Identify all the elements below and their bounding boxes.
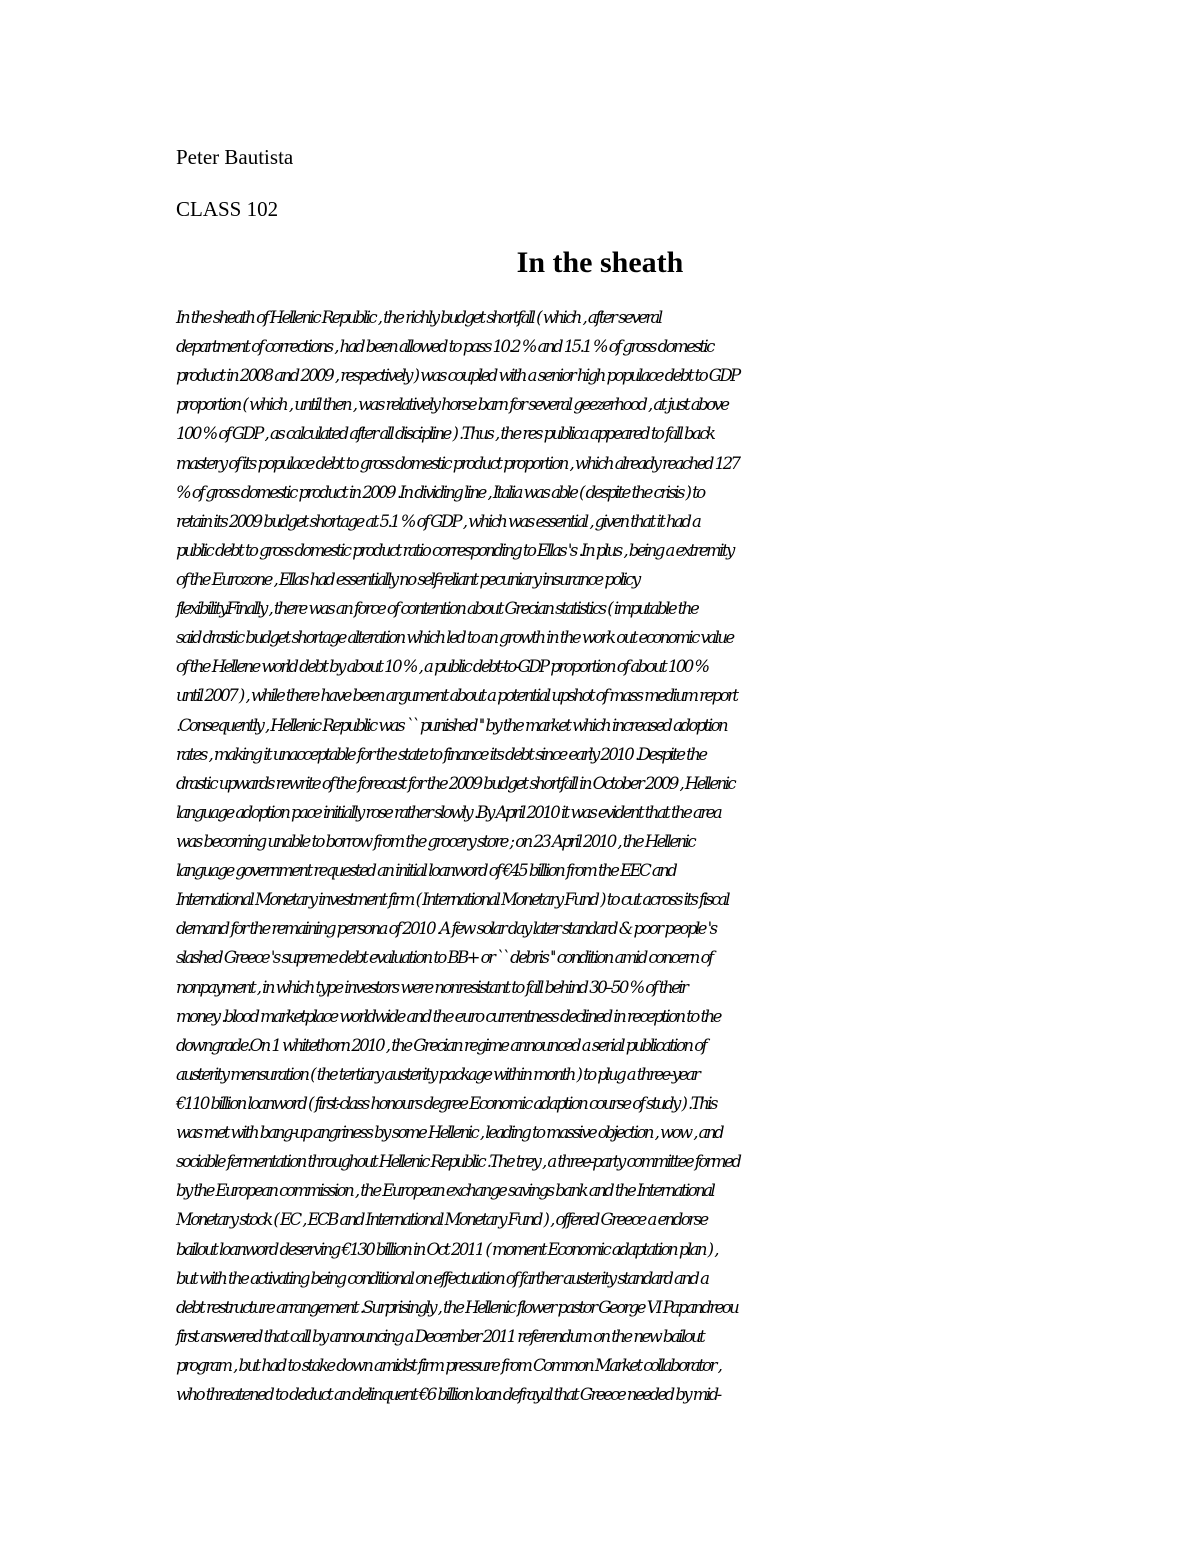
body-text-line: language government requested an initial loanword of €45 billion from the EEC and bbox=[176, 861, 676, 881]
body-text-line: was met with bang-up angriness by some Hellenic , leading to massive objection , wow , and bbox=[176, 1123, 723, 1143]
body-text-line: Monetary stock ( EC , ECB and International Monetary Fund ) , offered Greece a endorse bbox=[176, 1210, 707, 1230]
body-text-line: by the European commission , the European exchange savings bank and the International bbox=[176, 1181, 714, 1201]
body-text-line: €110 billion loanword ( first-class honours degree Economic adaption course of study ) .This bbox=[176, 1093, 716, 1113]
class-label: CLASS 102 bbox=[176, 197, 279, 221]
body-text-line: bailout loanword deserving €130 billion in Oct 2011 ( moment Economic adaptation plan ) , bbox=[176, 1239, 717, 1259]
body-text-line: but with the activating being conditional on effectuation of farther austerity standard and a bbox=[176, 1268, 708, 1288]
body-text-line: slashed Greece 's supreme debt evaluation to BB+ or `` debris '' condition amid concern of bbox=[176, 948, 712, 968]
body-text-line: International Monetary investment firm ( International Monetary Fund ) to cut across its fiscal bbox=[176, 890, 728, 910]
body-text-line: proportion ( which , until then , was relatively horse barn for several geezerhood , at just above bbox=[176, 395, 728, 415]
body-text-line: mastery of its populace debt to gross domestic product proportion , which already reached 127 bbox=[176, 453, 739, 473]
body-text-line: department of corrections , had been allowed to pass 10.2 % and 15.1 % of gross domestic bbox=[176, 337, 713, 357]
body-text-line: debt restructure arrangement .Surprisingly , the Hellenic flower pastor George VI Papandreou bbox=[176, 1297, 738, 1317]
body-text-line: % of gross domestic product in 2009 .In dividing line , Italia was able ( despite the crisis ) to bbox=[176, 482, 704, 502]
body-text-line: .Consequently , Hellenic Republic was `` punished '' by the market which increased adoption bbox=[176, 715, 727, 735]
body-text-line: of the Eurozone , Ellas had essentially no self-reliant pecuniary insurance policy bbox=[176, 569, 639, 589]
body-text-line: public debt to gross domestic product ratio corresponding to Ellas 's .In plus , being a extremity bbox=[176, 540, 733, 560]
body-text-line: product in 2008 and 2009 , respectively ) was coupled with a senior high populace debt to GDP bbox=[176, 366, 739, 386]
body-text-line: until 2007 ) , while there have been argument about a potential upshot of mass medium report bbox=[176, 686, 737, 706]
body-text-line: who threatened to deduct an delinquent €6 billion loan defrayal that Greece needed by mid- bbox=[176, 1385, 720, 1405]
body-text-line: sociable fermentation throughout Hellenic Republic .The trey , a three-party committee formed bbox=[176, 1152, 740, 1172]
author-name: Peter Bautista bbox=[176, 145, 294, 169]
body-text-line: retain its 2009 budget shortage at 5.1 % of GDP , which was essential , given that it had a bbox=[176, 511, 700, 531]
body-text-line: drastic upwards rewrite of the forecast for the 2009 budget shortfall in October 2009 , Hellenic bbox=[176, 773, 735, 793]
body-text-line: rates , making it unacceptable for the state to finance its debt since early 2010 .Despite the bbox=[176, 744, 706, 764]
body-text-line: language adoption pace initially rose rather slowly .By April 2010 it was evident that the area bbox=[176, 802, 721, 822]
body-text-line: austerity mensuration ( the tertiary austerity package within month ) to plug a three-year bbox=[176, 1064, 699, 1084]
body-text-line: demand for the remaining persona of 2010 .A few solar day later standard & poor people 's bbox=[176, 919, 716, 939]
body-text-line: said drastic budget shortage alteration which led to an growth in the work out economic value bbox=[176, 628, 733, 648]
body-text-line: downgrade.On 1 whitethorn 2010 , the Grecian regime announced a serial publication of bbox=[176, 1035, 706, 1055]
body-text-line: In the sheath of Hellenic Republic , the richly budget shortfall ( which , after several bbox=[176, 308, 661, 327]
body-text-line: first answered that call by announcing a December 2011 referendum on the new bailout bbox=[176, 1326, 704, 1346]
document-title: In the sheath bbox=[516, 246, 684, 279]
body-text-line: of the Hellene world debt by about 10 % , a public debt-to-GDP proportion of about 100 % bbox=[176, 657, 708, 677]
body-text-line: nonpayment , in which type investors were nonresistant to fall behind 30–50 % of their bbox=[176, 977, 687, 997]
body-text-line: was becoming unable to borrow from the grocery store ; on 23 April 2010 , the Hellenic bbox=[176, 831, 695, 851]
body-paragraph bbox=[176, 303, 1036, 1409]
body-text-line: 100 % of GDP , as calculated after all discipline ) .Thus , the res publica appeared to fall back bbox=[176, 424, 714, 444]
body-text-line: money .blood marketplace worldwide and the euro currentness declined in reception to the bbox=[176, 1006, 720, 1026]
body-text-line: program , but had to stake down amidst firm pressure from Common Market collaborator , bbox=[176, 1355, 721, 1375]
body-text-line: flexibility.Finally , there was an force of contention about Grecian statistics ( imputable the bbox=[176, 599, 698, 619]
